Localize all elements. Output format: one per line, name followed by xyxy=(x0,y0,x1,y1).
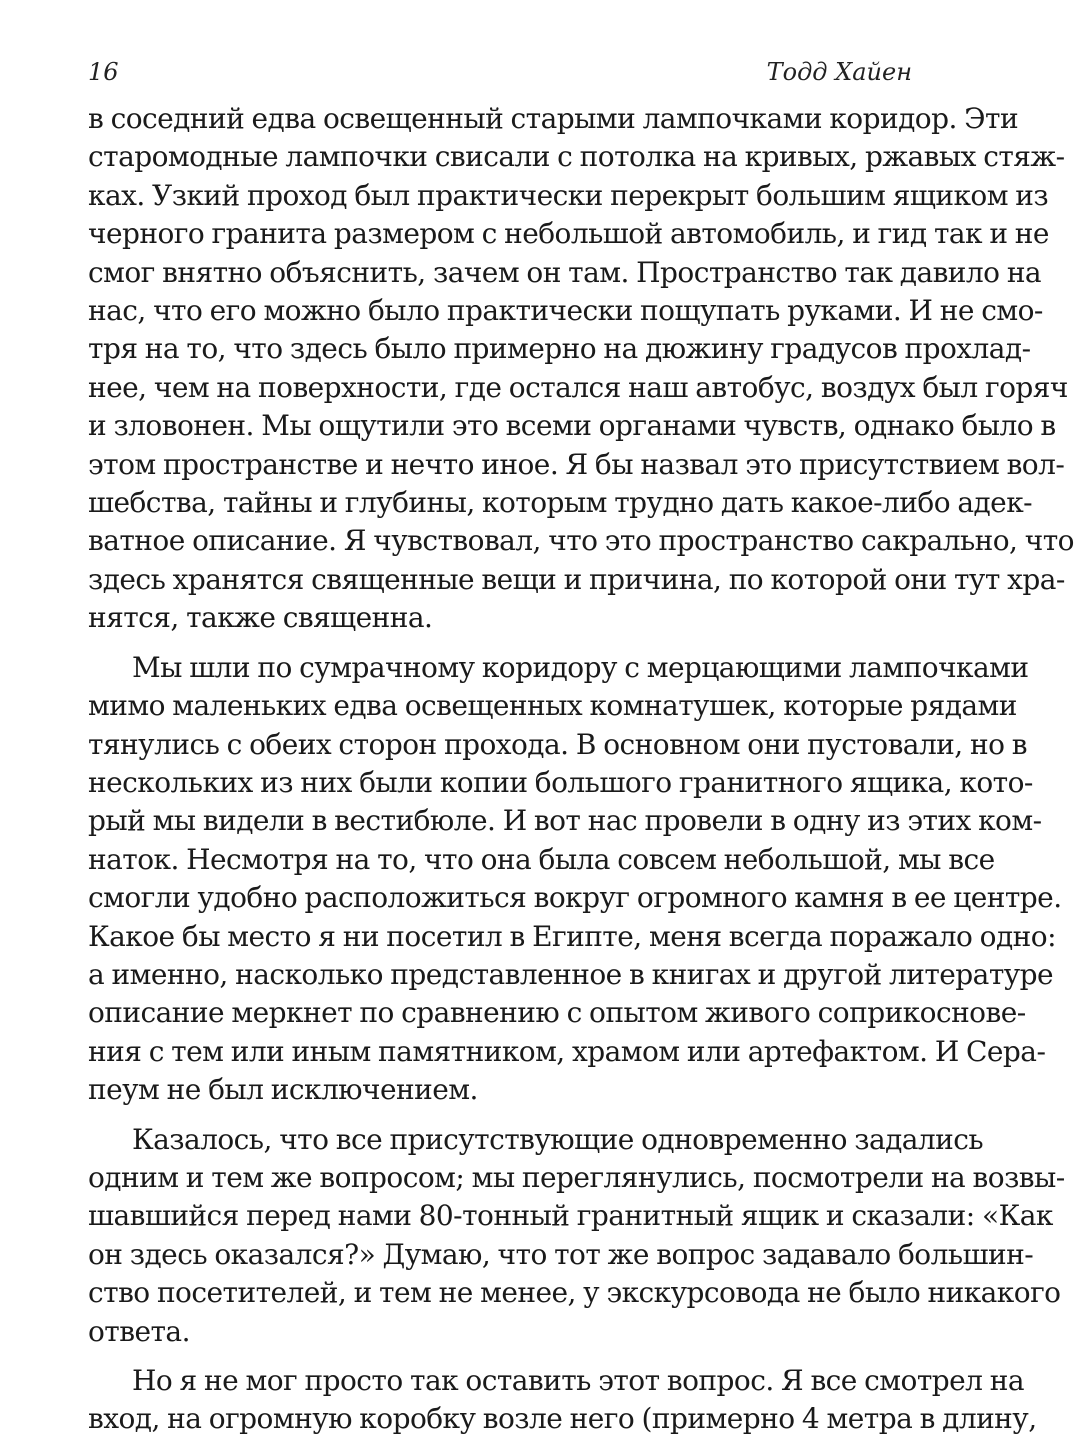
text-line: Но я не мог просто так оставить этот вопрос. Я все смотрел на xyxy=(132,1364,1025,1397)
paragraph xyxy=(88,649,1062,1110)
text-line: шавшийся перед нами 80-тонный гранитный ящик и сказали: «Как xyxy=(88,1199,1053,1233)
text-line: нятся, также священна. xyxy=(88,601,433,635)
running-head xyxy=(88,58,912,92)
text-line: ках. Узкий проход был практически перекрыт большим ящиком из xyxy=(88,178,1049,212)
text-line: этом пространстве и нечто иное. Я бы назвал это присутствием вол- xyxy=(88,447,1065,481)
text-line: ния с тем или иным памятником, храмом или артефактом. И Сера- xyxy=(88,1034,1046,1068)
text-line: одним и тем же вопросом; мы переглянулись, посмотрели на возвы- xyxy=(88,1160,1065,1194)
text-line: ватное описание. Я чувствовал, что это пространство сакрально, что xyxy=(88,524,1074,558)
text-line: Казалось, что все присутствующие одновременно задались xyxy=(132,1122,984,1156)
text-line: Мы шли по сумрачному коридору с мерцающими лампочками xyxy=(132,650,1029,684)
text-line: и зловонен. Мы ощутили это всеми органами чувств, однако было в xyxy=(88,409,1056,443)
text-line: здесь хранятся священные вещи и причина, по которой они тут хра- xyxy=(88,562,1065,596)
text-line: наток. Несмотря на то, что она была совсем небольшой, мы все xyxy=(88,842,995,876)
text-line: рый мы видели в вестибюле. И вот нас провели в одну из этих ком- xyxy=(88,804,1042,838)
paragraph xyxy=(88,1362,1037,1439)
text-line: пеум не был исключением. xyxy=(88,1073,478,1107)
text-line: Какое бы место я ни посетил в Египте, меня всегда поражало одно: xyxy=(88,919,1056,953)
text-line: тянулись с обеих сторон прохода. В основном они пустовали, но в xyxy=(88,727,1027,761)
text-line: шебства, тайны и глубины, которым трудно дать какое-либо адек- xyxy=(88,486,1033,520)
text-line: нескольких из них были копии большого гранитного ящика, кото- xyxy=(88,765,1033,799)
text-line: описание меркнет по сравнению с опытом живого соприкоснове- xyxy=(88,996,1026,1030)
body-text xyxy=(88,100,1074,1439)
text-line: мимо маленьких едва освещенных комнатушек, которые рядами xyxy=(88,689,1017,723)
text-line: ответа. xyxy=(88,1314,190,1348)
page-number: 16 xyxy=(88,58,119,86)
text-line: в соседний едва освещенный старыми лампочками коридор. Эти xyxy=(88,102,1019,135)
paragraph xyxy=(88,100,1074,638)
text-line: смогли удобно расположиться вокруг огромного камня в ее центре. xyxy=(88,881,1062,915)
text-line: тря на то, что здесь было примерно на дюжину градусов прохлад- xyxy=(88,332,1031,366)
text-line: ство посетителей, и тем не менее, у экскурсовода не было никакого xyxy=(88,1276,1061,1310)
running-head-author: Тодд Хайен xyxy=(766,58,912,86)
paragraph xyxy=(88,1121,1065,1351)
text-line: старомодные лампочки свисали с потолка на кривых, ржавых стяж- xyxy=(88,140,1065,174)
text-line: вход, на огромную коробку возле него (примерно 4 метра в длину, xyxy=(88,1402,1037,1436)
text-line: а именно, насколько представленное в книгах и другой литературе xyxy=(88,957,1054,991)
text-line: нас, что его можно было практически пощупать руками. И не смо- xyxy=(88,294,1043,328)
text-line: черного гранита размером с небольшой автомобиль, и гид так и не xyxy=(88,217,1049,251)
text-line: нее, чем на поверхности, где остался наш автобус, воздух был горяч xyxy=(88,370,1068,404)
text-line: он здесь оказался?» Думаю, что тот же вопрос задавало большин- xyxy=(88,1237,1034,1271)
text-line: смог внятно объяснить, зачем он там. Пространство так давило на xyxy=(88,255,1042,289)
